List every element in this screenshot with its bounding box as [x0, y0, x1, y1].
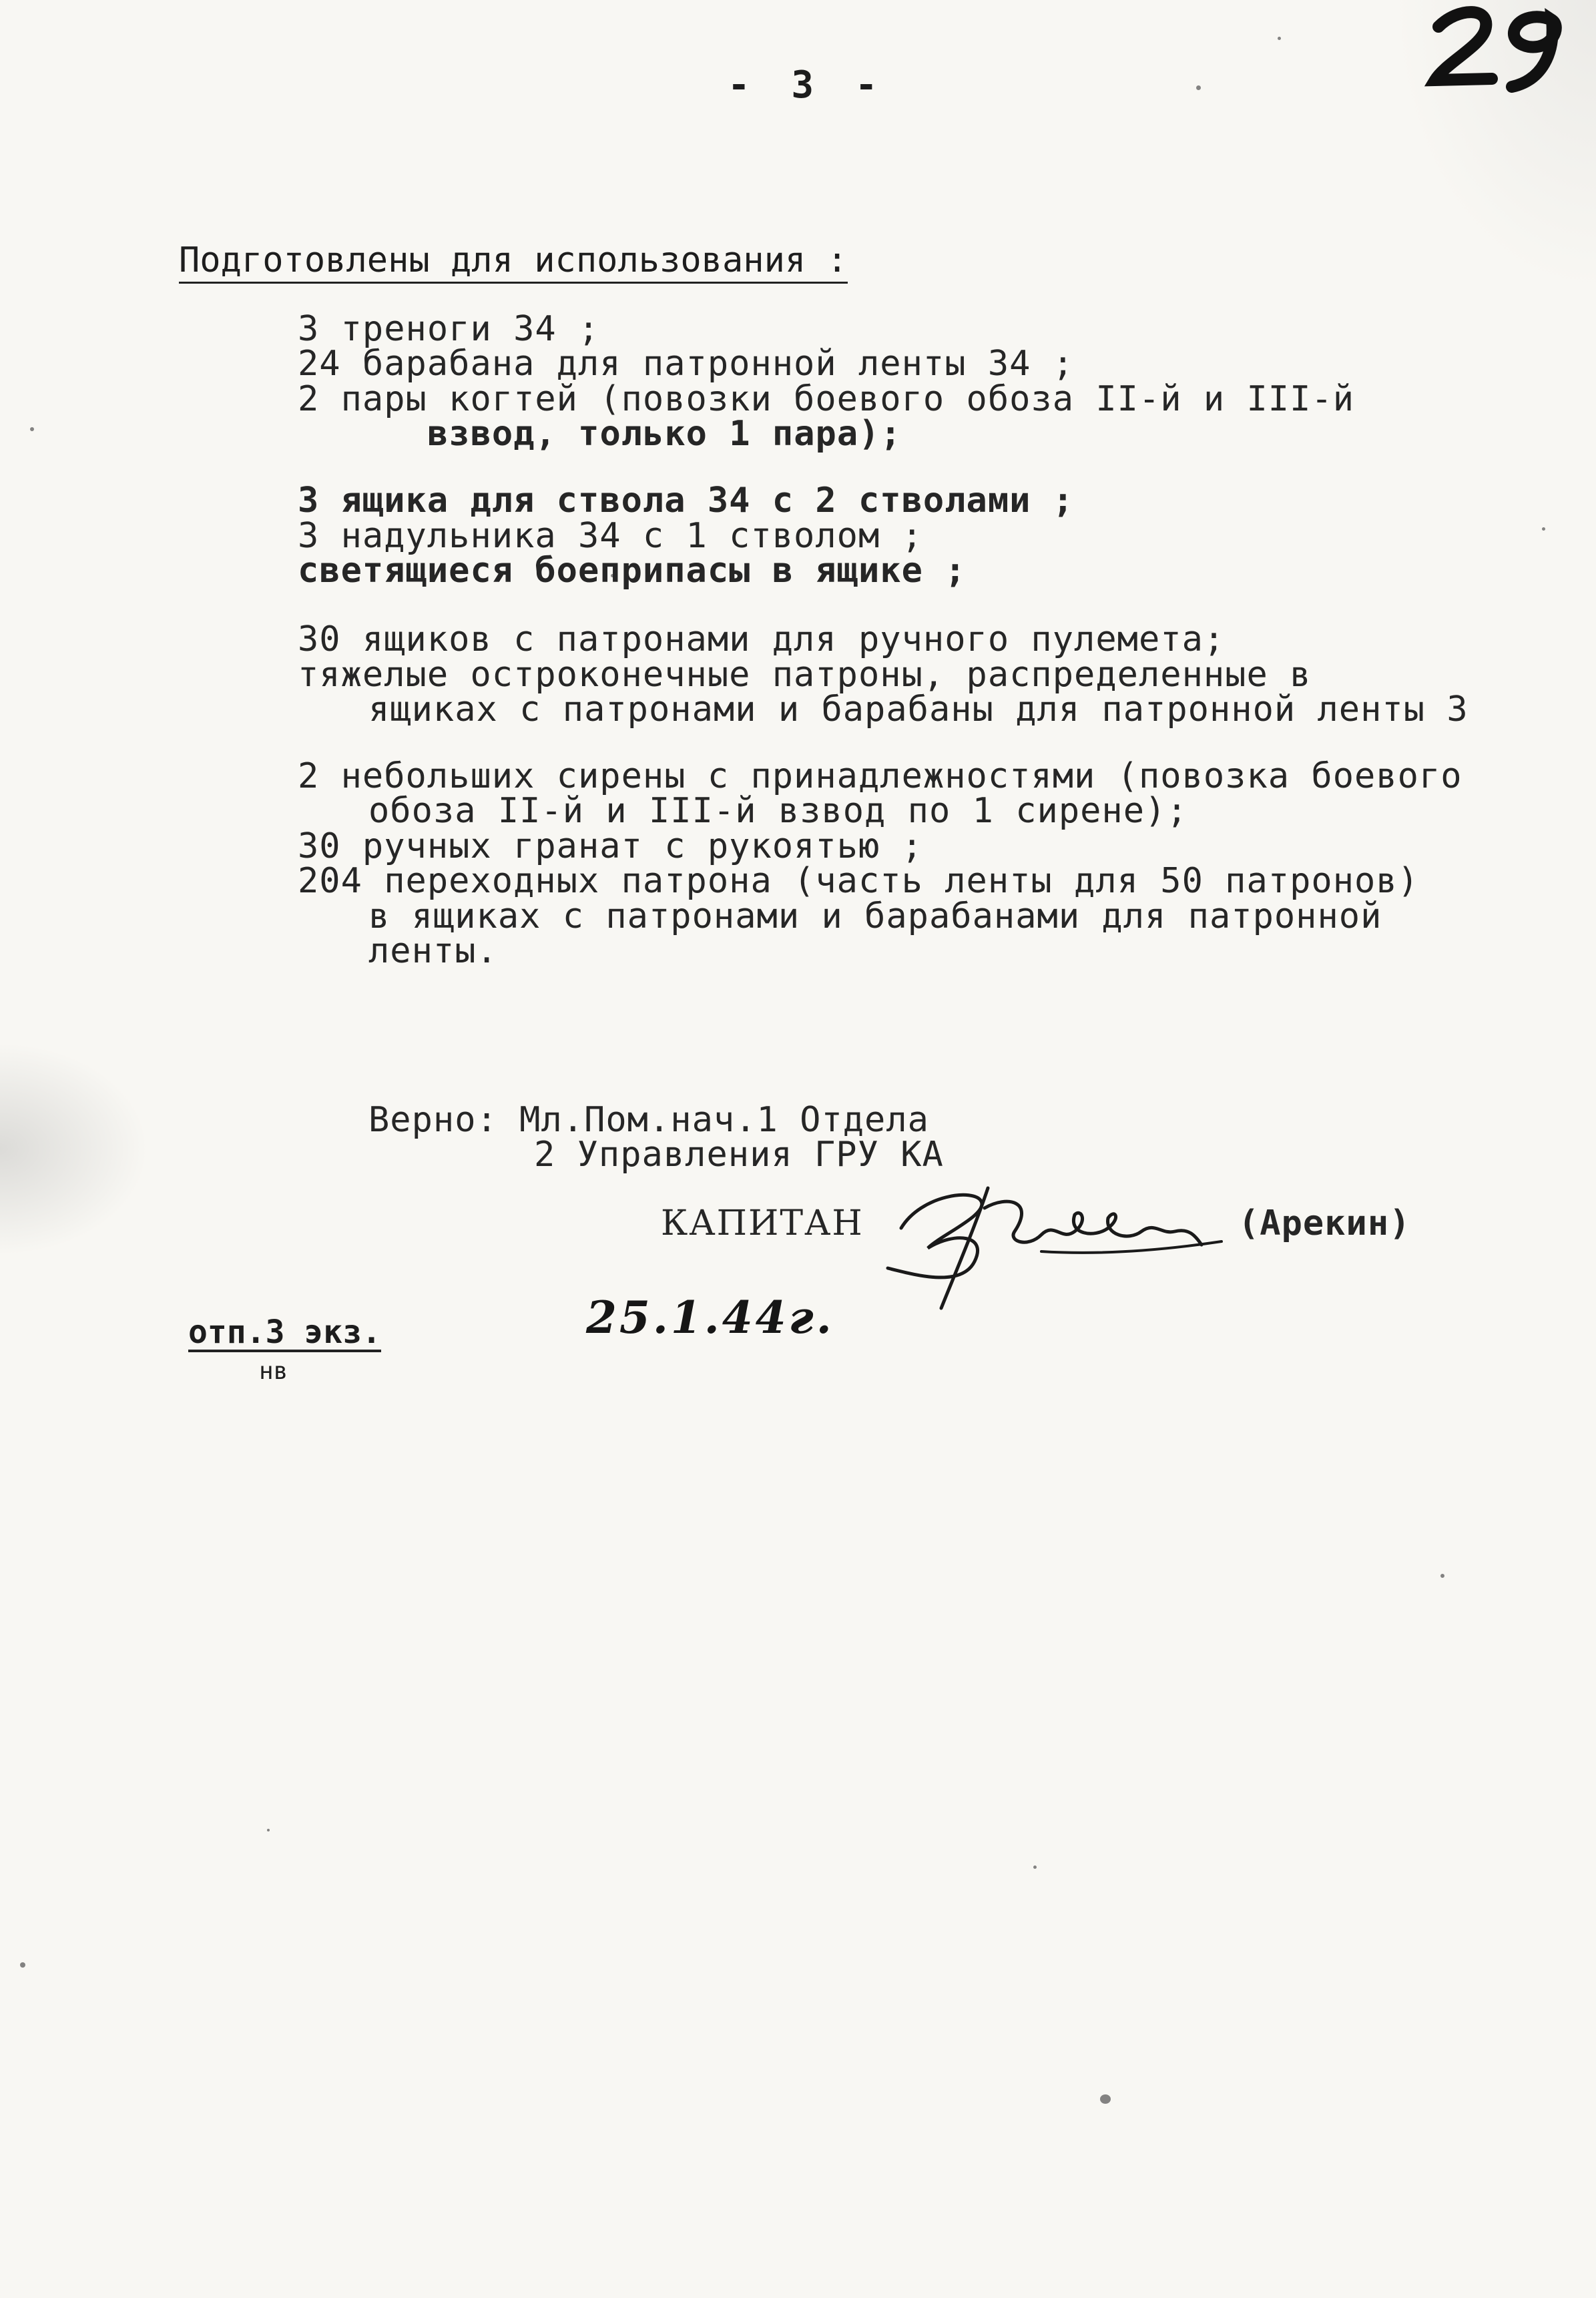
paper-speck [20, 1962, 25, 1968]
paper-speck [1542, 527, 1545, 531]
paper-speck [267, 1829, 270, 1831]
list-item: 3 ящика для ствола 34 с 2 стволами ; [298, 481, 1075, 521]
paper-speck [1196, 85, 1201, 90]
paper-speck [1278, 37, 1281, 40]
list-item: 30 ручных гранат с рукоятью ; [298, 826, 923, 866]
paper-speck [1033, 1865, 1037, 1869]
list-item: обоза II-й и III-й взвод по 1 сирене); [368, 791, 1188, 831]
certification-line: Верно: Мл.Пом.нач.1 Отдела [368, 1100, 929, 1140]
section-heading: Подготовлены для использования : [179, 242, 848, 284]
signatory-name: (Арекин) [1238, 1203, 1411, 1243]
handwritten-date: 25.1.44г. [586, 1291, 834, 1344]
list-item: 2 пары когтей (повозки боевого обоза II-й и III-й [298, 379, 1355, 419]
signatory-rank: КАПИТАН [661, 1203, 864, 1243]
list-item: в ящиках с патронами и барабанами для патронной [368, 896, 1382, 936]
page-number: - 3 - [728, 63, 887, 107]
typist-initials: нв [259, 1358, 288, 1385]
certification-line: 2 Управления ГРУ КА [534, 1135, 944, 1175]
list-item: 30 ящиков с патронами для ручного пулемета; [298, 619, 1226, 659]
list-item: светящиеся боеприпасы в ящике ; [298, 551, 967, 591]
list-item: ленты. [368, 931, 498, 971]
paper-speck [1440, 1574, 1444, 1578]
list-item: 24 барабана для патронной ленты 34 ; [298, 344, 1075, 384]
paper-speck [30, 427, 34, 431]
list-item: 3 надульника 34 с 1 стволом ; [298, 516, 923, 556]
paper-speck [1100, 2094, 1111, 2104]
list-item: тяжелые остроконечные патроны, распределенные в [298, 655, 1312, 695]
list-item: взвод, только 1 пара); [427, 414, 902, 454]
copies-note: отп.3 экз. [188, 1314, 381, 1351]
list-item: 3 треноги 34 ; [298, 309, 600, 349]
list-item: 204 переходных патрона (часть ленты для 50 патронов) [298, 861, 1419, 901]
handwritten-folio-number [1418, 0, 1572, 93]
list-item: 2 небольших сирены с принадлежностями (повозка боевого [298, 756, 1462, 796]
signature [874, 1168, 1248, 1322]
list-item: ящиках с патронами и барабаны для патронной ленты 3 [368, 689, 1469, 730]
